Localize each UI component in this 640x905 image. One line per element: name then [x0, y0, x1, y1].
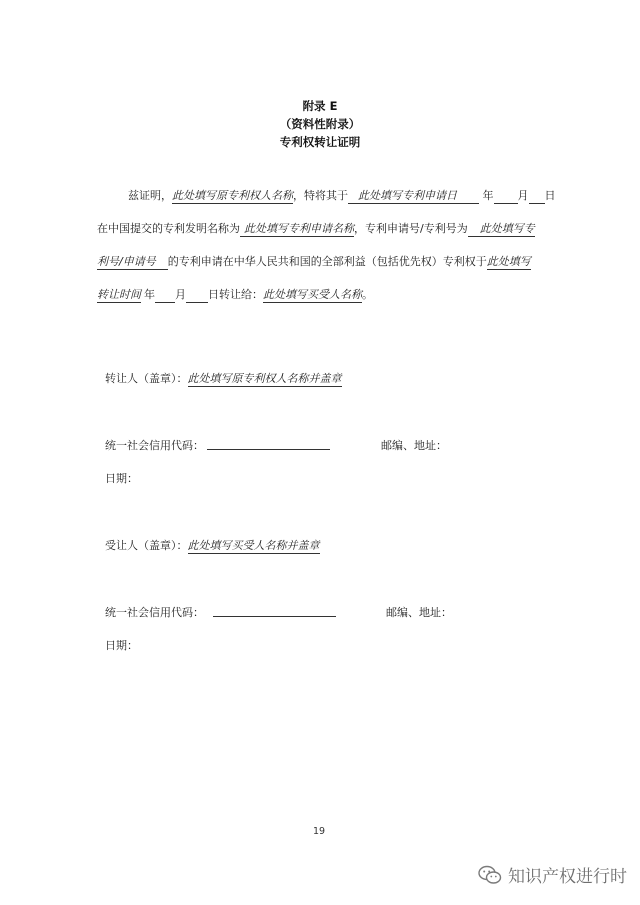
assignee-row	[105, 537, 320, 554]
assignee-address-label: 邮编、地址：	[386, 606, 452, 619]
blank	[155, 289, 175, 303]
assignor-value: 此处填写原专利权人名称并盖章	[187, 372, 342, 385]
page-number: 19	[313, 826, 326, 837]
certify-mid: ，特将其于	[293, 189, 348, 202]
assignee-name-field: 此处填写买受人名称	[263, 288, 362, 301]
assignee-label: 受让人（盖章）：	[105, 539, 188, 552]
assignor-row	[105, 370, 342, 387]
month-label: 月	[175, 288, 186, 301]
assignee-value: 此处填写买受人名称并盖章	[187, 539, 320, 552]
original-owner-field: 此处填写原专利权人名称	[172, 189, 293, 202]
assignee-credit-code-line	[213, 616, 336, 617]
watermark-text: 知识产权进行时	[508, 867, 627, 887]
transfer-time-field-part1: 此处填写	[486, 255, 531, 268]
filing-date-field: 此处填写专利申请日	[358, 188, 479, 204]
assignor-label: 转让人（盖章）：	[105, 372, 188, 385]
patent-name-field: 此处填写专利申请名称	[244, 222, 354, 235]
blank	[348, 190, 358, 204]
wechat-icon	[478, 865, 502, 890]
certificate-line-2	[97, 220, 535, 237]
assignee-credit-code-label: 统一社会信用代码：	[105, 606, 204, 619]
year-label: 年	[482, 189, 494, 202]
watermark	[478, 862, 627, 890]
assignor-credit-code-line	[207, 449, 330, 450]
patent-number-prefix: ，专利申请号/专利号为	[354, 222, 468, 235]
assignee-date-label: 日期：	[105, 639, 138, 652]
assignor-credit-code-label: 统一社会信用代码：	[105, 439, 204, 452]
assignor-address-label: 邮编、地址：	[381, 439, 447, 452]
certificate-line-1	[128, 187, 556, 204]
patent-number-field-part1: 此处填写专	[474, 221, 535, 237]
document-title: 专利权转让证明	[279, 135, 361, 149]
assignor-date-label: 日期：	[105, 472, 138, 485]
appendix-label: 附录 E	[302, 99, 338, 113]
certificate-line-3	[97, 253, 531, 270]
blank	[186, 289, 208, 303]
year-label: 年	[144, 288, 155, 301]
certificate-line-4	[97, 286, 373, 303]
patent-name-prefix: 在中国提交的专利发明名称为	[97, 222, 240, 235]
month-label: 月	[517, 189, 529, 202]
period: 。	[362, 288, 373, 301]
certify-prefix: 兹证明，	[128, 189, 172, 202]
day-label: 日	[544, 189, 556, 202]
transfer-time-field-part2: 转让时间	[97, 288, 141, 301]
patent-number-field-part2: 利号/申请号	[97, 254, 168, 270]
transfer-to-text: 日转让给：	[208, 288, 263, 301]
blank	[494, 190, 518, 204]
blank	[529, 190, 545, 204]
patent-rights-text: 的专利申请在中华人民共和国的全部利益（包括优先权）专利权于	[167, 255, 487, 268]
appendix-type: （资料性附录）	[279, 117, 361, 131]
